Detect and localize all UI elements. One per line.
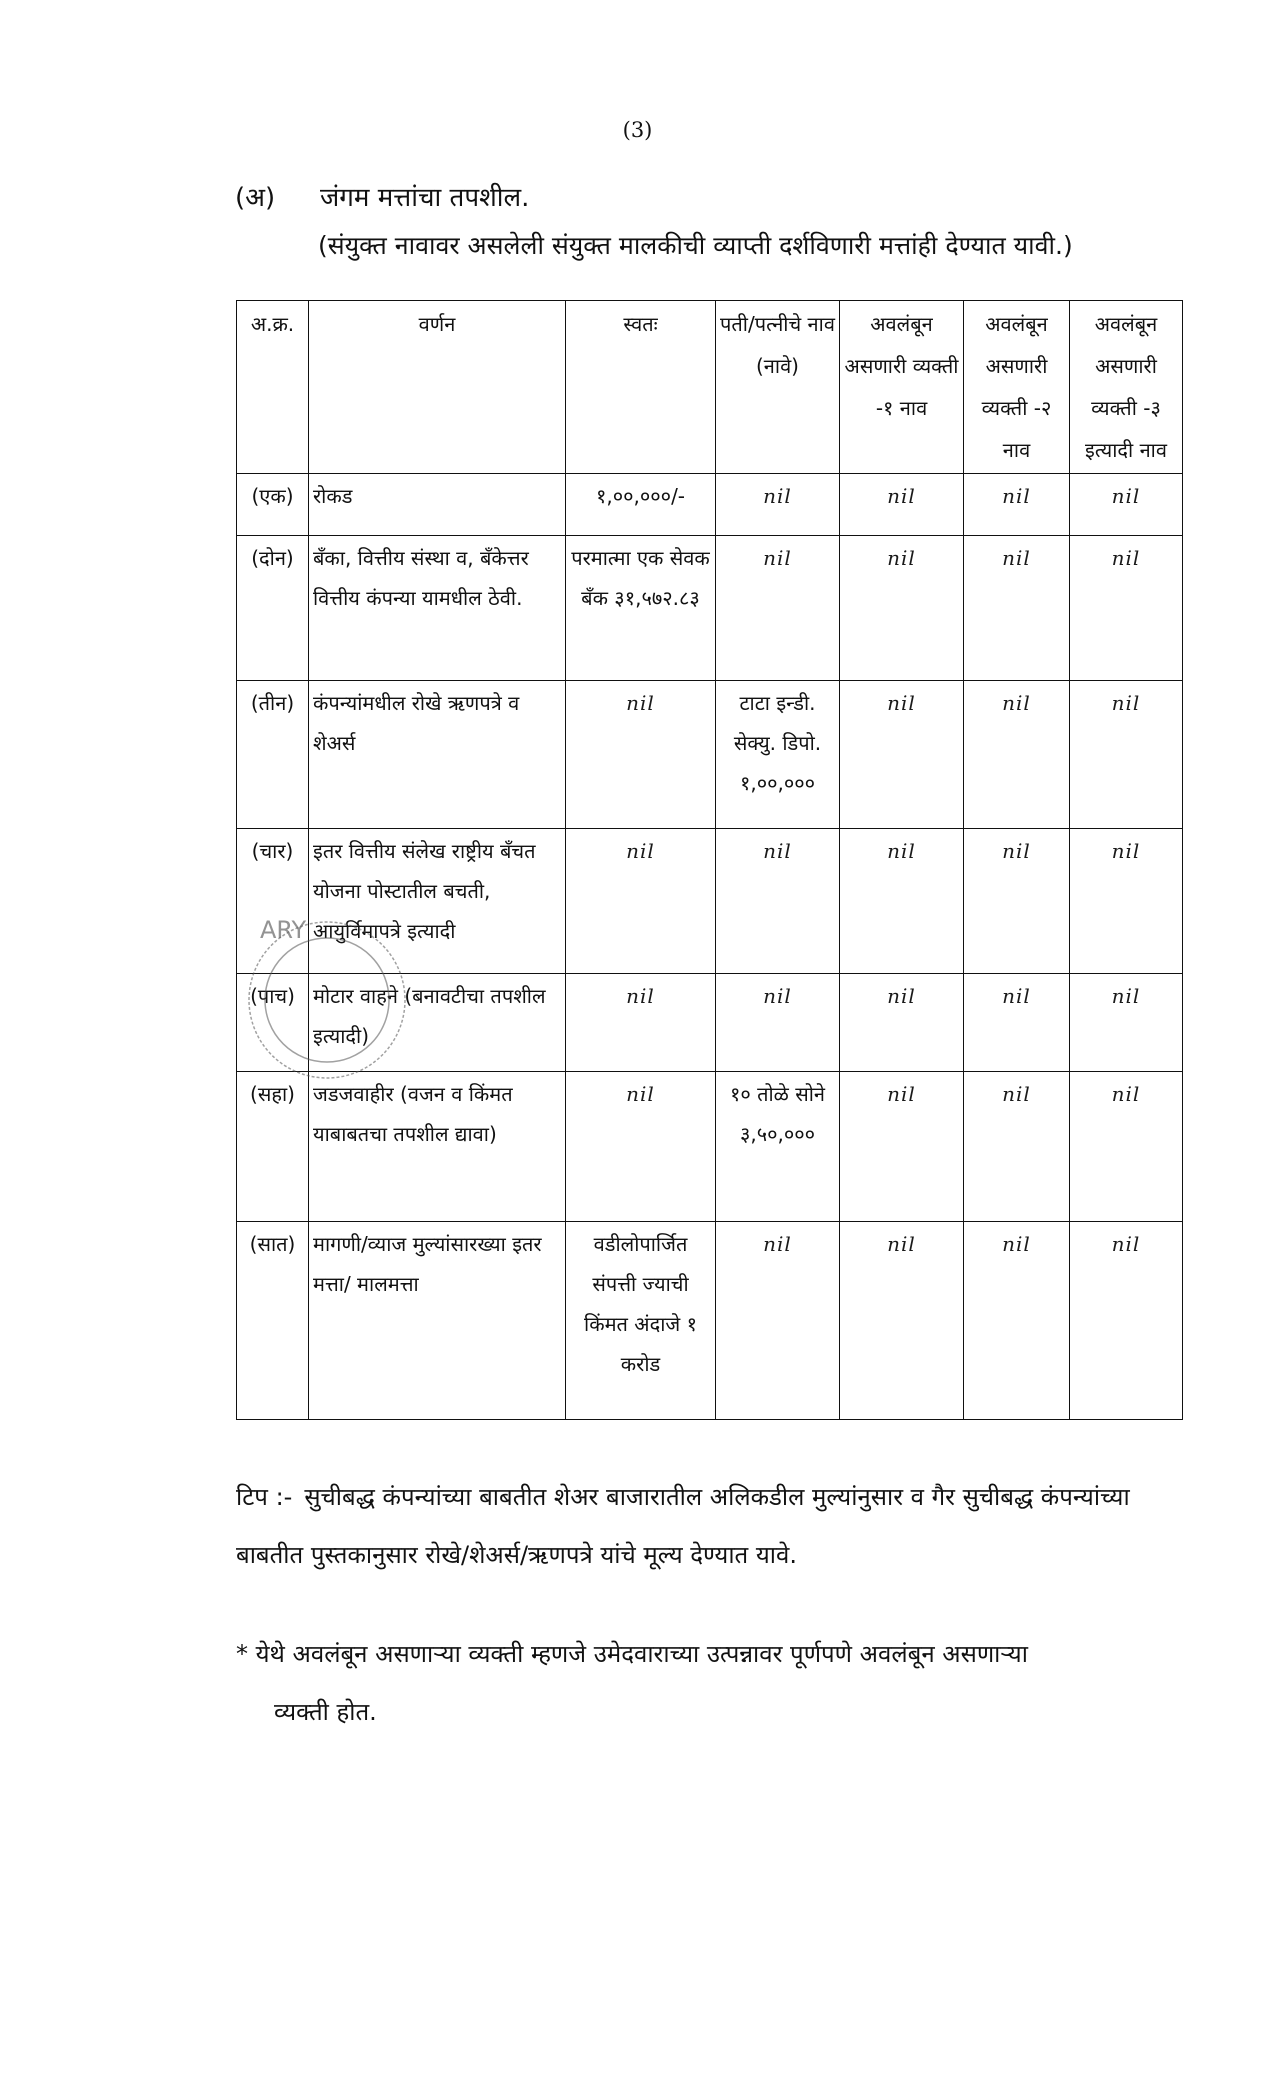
table-row (237, 974, 1183, 1072)
cell-spouse: nil (716, 536, 840, 681)
cell-spouse: nil (716, 474, 840, 536)
row-description: मागणी/व्याज मुल्यांसारख्या इतर मत्ता/ मालमत्ता (309, 1222, 566, 1420)
section-marker: (अ) (235, 183, 276, 213)
note (236, 1468, 1186, 1584)
cell-dependent-2: nil (964, 974, 1070, 1072)
col-header-serial: अ.क्र. (237, 301, 309, 474)
cell-self: १,००,०००/- (566, 474, 716, 536)
cell-spouse: १० तोळे सोने ३,५०,००० (716, 1072, 840, 1222)
col-header-spouse: पती/पत्नीचे नाव (नावे) (716, 301, 840, 474)
movable-assets-table (236, 300, 1183, 1420)
cell-dependent-1: nil (840, 1072, 964, 1222)
cell-self: nil (566, 681, 716, 829)
footnote (236, 1625, 1186, 1741)
note-text: सुचीबद्ध कंपन्यांच्या बाबतीत शेअर बाजारातील अलिकडील मुल्यांनुसार व गैर सुचीबद्ध कंपन्यांच्या बाबतीत पुस्तकानुसार रोखे/शेअर्स/ऋणपत्रे यांचे मूल्य देण्यात यावे. (236, 1483, 1130, 1569)
row-number: (सहा) (237, 1072, 309, 1222)
section-title: जंगम मत्तांचा तपशील. (320, 183, 530, 213)
table-row (237, 474, 1183, 536)
cell-self: परमात्मा एक सेवक बँक ३१,५७२.८३ (566, 536, 716, 681)
cell-self: nil (566, 974, 716, 1072)
cell-dependent-3: nil (1070, 1072, 1183, 1222)
table-row (237, 681, 1183, 829)
cell-dependent-1: nil (840, 1222, 964, 1420)
row-description: इतर वित्तीय संलेख राष्ट्रीय बँचत योजना पोस्टातील बचती, आयुर्विमापत्रे इत्यादी (309, 829, 566, 974)
col-header-dependent-3: अवलंबून असणारी व्यक्ती -३ इत्यादी नाव (1070, 301, 1183, 474)
note-label: टिप :- (236, 1483, 293, 1511)
cell-dependent-3: nil (1070, 474, 1183, 536)
col-header-self: स्वतः (566, 301, 716, 474)
footnote-line-1: * येथे अवलंबून असणाऱ्या व्यक्ती म्हणजे उमेदवाराच्या उत्पन्नावर पूर्णपणे अवलंबून असणाऱ्या (236, 1640, 1028, 1668)
cell-dependent-3: nil (1070, 974, 1183, 1072)
cell-dependent-3: nil (1070, 681, 1183, 829)
row-number: (दोन) (237, 536, 309, 681)
cell-self: वडीलोपार्जित संपत्ती ज्याची किंमत अंदाजे १ करोड (566, 1222, 716, 1420)
section-subheading: (संयुक्त नावावर असलेली संयुक्त मालकीची व्याप्ती दर्शविणारी मत्तांही देण्यात यावी.) (318, 231, 1073, 260)
cell-dependent-2: nil (964, 474, 1070, 536)
cell-dependent-1: nil (840, 681, 964, 829)
col-header-dependent-1: अवलंबून असणारी व्यक्ती -१ नाव (840, 301, 964, 474)
cell-dependent-1: nil (840, 974, 964, 1072)
cell-dependent-3: nil (1070, 829, 1183, 974)
cell-dependent-2: nil (964, 536, 1070, 681)
cell-spouse: टाटा इन्डी. सेक्यु. डिपो. १,००,००० (716, 681, 840, 829)
cell-spouse: nil (716, 829, 840, 974)
row-number: (एक) (237, 474, 309, 536)
cell-dependent-3: nil (1070, 536, 1183, 681)
row-description: बँका, वित्तीय संस्था व, बँकेत्तर वित्तीय कंपन्या यामधील ठेवी. (309, 536, 566, 681)
row-description: जडजवाहीर (वजन व किंमत याबाबतचा तपशील द्यावा) (309, 1072, 566, 1222)
row-description: कंपन्यांमधील रोखे ऋणपत्रे व शेअर्स (309, 681, 566, 829)
cell-spouse: nil (716, 1222, 840, 1420)
table-row (237, 1222, 1183, 1420)
row-number: (चार) (237, 829, 309, 974)
row-number: (सात) (237, 1222, 309, 1420)
table-row (237, 1072, 1183, 1222)
row-number: (पाच) (237, 974, 309, 1072)
cell-dependent-2: nil (964, 1222, 1070, 1420)
cell-spouse: nil (716, 974, 840, 1072)
cell-self: nil (566, 829, 716, 974)
cell-dependent-1: nil (840, 474, 964, 536)
table-row (237, 536, 1183, 681)
col-header-dependent-2: अवलंबून असणारी व्यक्ती -२ नाव (964, 301, 1070, 474)
cell-dependent-1: nil (840, 829, 964, 974)
stamp-text: ARY (260, 916, 307, 944)
section-heading (235, 178, 529, 214)
cell-dependent-1: nil (840, 536, 964, 681)
cell-dependent-2: nil (964, 829, 1070, 974)
row-number: (तीन) (237, 681, 309, 829)
cell-self: nil (566, 1072, 716, 1222)
col-header-description: वर्णन (309, 301, 566, 474)
cell-dependent-2: nil (964, 1072, 1070, 1222)
page-number: (3) (622, 118, 653, 142)
cell-dependent-3: nil (1070, 1222, 1183, 1420)
footnote-line-2: व्यक्ती होत. (274, 1698, 377, 1726)
cell-dependent-2: nil (964, 681, 1070, 829)
table-row (237, 829, 1183, 974)
row-description: मोटार वाहने (बनावटीचा तपशील इत्यादी) (309, 974, 566, 1072)
row-description: रोकड (309, 474, 566, 536)
